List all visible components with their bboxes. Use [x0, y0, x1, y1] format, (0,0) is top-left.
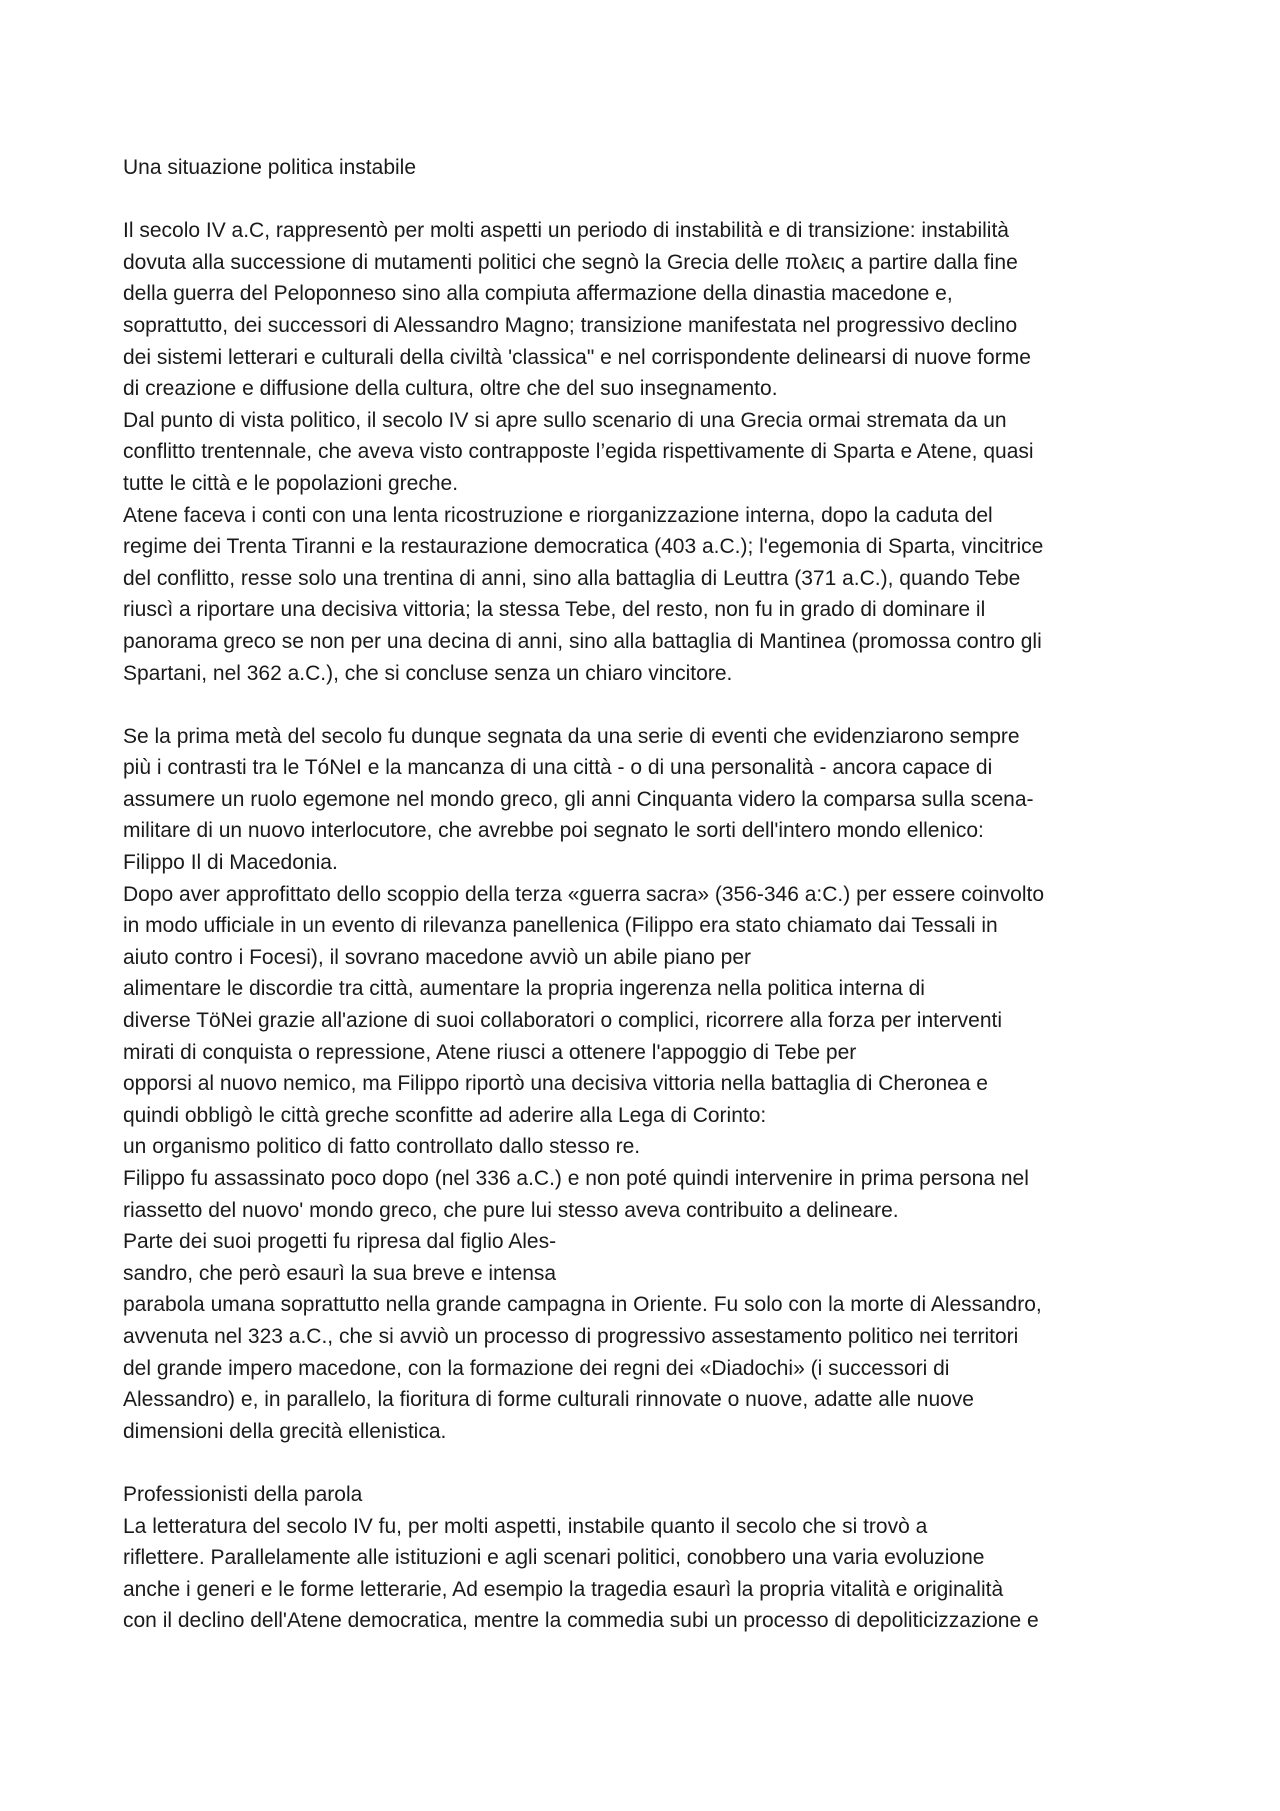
text-line: panorama greco se non per una decina di anni, sino alla battaglia di Mantinea (promossa contro gli [123, 629, 1042, 653]
text-line: aiuto contro i Focesi), il sovrano macedone avviò un abile piano per [123, 945, 752, 969]
text-line: conflitto trentennale, che aveva visto contrapposte l’egida rispettivamente di Sparta e Atene, quasi [123, 440, 1034, 464]
text-line: della guerra del Peloponneso sino alla compiuta affermazione della dinastia macedone e, [123, 282, 953, 306]
text-line: Dopo aver approfittato dello scoppio della terza «guerra sacra» (356-346 a:C.) per essere coinvolto [123, 882, 1045, 906]
text-line: dei sistemi letterari e culturali della civiltà 'classica" e nel corrispondente delinearsi di nuove forme [123, 345, 1031, 369]
blank-line [123, 184, 1163, 216]
text-line: Filippo Il di Macedonia. [123, 851, 338, 875]
text-line: anche i generi e le forme letterarie, Ad esempio la tragedia esaurì la propria vitalità e originalità [123, 1577, 1004, 1601]
text-line: in modo ufficiale in un evento di rilevanza panellenica (Filippo era stato chiamato dai Tessali in [123, 914, 998, 938]
text-line: parabola umana soprattutto nella grande campagna in Oriente. Fu solo con la morte di Alessandro, [123, 1293, 1042, 1317]
paragraph [123, 1511, 1163, 1637]
section-heading [123, 1479, 1163, 1511]
text-line: Se la prima metà del secolo fu dunque segnata da una serie di eventi che evidenziarono sempre [123, 724, 1020, 748]
text-line: riflettere. Parallelamente alle istituzioni e agli scenari politici, conobbero una varia evoluzione [123, 1546, 985, 1570]
paragraph [123, 405, 1163, 500]
text-line: regime dei Trenta Tiranni e la restaurazione democratica (403 a.C.); l'egemonia di Sparta, vincitrice [123, 535, 1044, 559]
text-line: Filippo fu assassinato poco dopo (nel 336 a.C.) e non poté quindi intervenire in prima persona nel [123, 1167, 1029, 1190]
text-line: con il declino dell'Atene democratica, mentre la commedia subi un processo di depoliticizzazione e [123, 1609, 1039, 1633]
text-line: Il secolo IV a.C, rappresentò per molti aspetti un periodo di instabilità e di transizione: instabilità [123, 219, 1009, 243]
paragraph [123, 879, 1163, 1163]
text-line: mirati di conquista o repressione, Atene riusci a ottenere l'appoggio di Tebe per [123, 1040, 857, 1064]
text-line: La letteratura del secolo IV fu, per molti aspetti, instabile quanto il secolo che si trovò a [123, 1514, 928, 1538]
text-line: riuscì a riportare una decisiva vittoria; la stessa Tebe, del resto, non fu in grado di dominare il [123, 598, 986, 622]
text-line: Professionisti della parola [123, 1482, 363, 1506]
text-line: diverse TöNei grazie all'azione di suoi collaboratori o complici, ricorrere alla forza per interventi [123, 1009, 1003, 1033]
section-heading [123, 152, 1163, 184]
text-line: avvenuta nel 323 a.C., che si avviò un processo di progressivo assestamento politico nei territori [123, 1324, 1019, 1348]
document-page [123, 152, 1163, 1637]
paragraph [123, 721, 1163, 879]
text-line: Spartani, nel 362 a.C.), che si concluse senza un chiaro vincitore. [123, 661, 733, 685]
text-line: di creazione e diffusione della cultura, oltre che del suo insegnamento. [123, 377, 778, 401]
paragraph [123, 1163, 1163, 1226]
text-line: soprattutto, dei successori di Alessandro Magno; transizione manifestata nel progressivo declino [123, 313, 1018, 337]
text-line: Parte dei suoi progetti fu ripresa dal figlio Ales- [123, 1230, 557, 1254]
paragraph [123, 500, 1163, 690]
text-line: tutte le città e le popolazioni greche. [123, 471, 459, 495]
blank-line [123, 1447, 1163, 1479]
paragraph [123, 1226, 1163, 1447]
text-line: opporsi al nuovo nemico, ma Filippo riportò una decisiva vittoria nella battaglia di Cheronea e [123, 1072, 988, 1096]
text-line: assumere un ruolo egemone nel mondo greco, gli anni Cinquanta videro la comparsa sulla scena- [123, 787, 1034, 811]
text-line: sandro, che però esaurì la sua breve e intensa [123, 1261, 557, 1285]
paragraph [123, 215, 1163, 405]
text-line: dimensioni della grecità ellenistica. [123, 1419, 447, 1443]
text-line: un organismo politico di fatto controllato dallo stesso re. [123, 1135, 641, 1159]
text-line: più i contrasti tra le TóNeI e la mancanza di una città - o di una personalità - ancora capace di [123, 756, 993, 780]
text-line: alimentare le discordie tra città, aumentare la propria ingerenza nella politica interna di [123, 977, 925, 1001]
text-line: militare di un nuovo interlocutore, che avrebbe poi segnato le sorti dell'intero mondo ellenico: [123, 819, 984, 843]
text-line: Alessandro) e, in parallelo, la fioritura di forme culturali rinnovate o nuove, adatte alle nuove [123, 1388, 974, 1412]
text-line: del grande impero macedone, con la formazione dei regni dei «Diadochi» (i successori di [123, 1356, 950, 1380]
text-line: riassetto del nuovo' mondo greco, che pure lui stesso aveva contribuito a delineare. [123, 1198, 899, 1222]
text-line: Dal punto di vista politico, il secolo IV si apre sullo scenario di una Grecia ormai stremata da un [123, 408, 1007, 432]
blank-line [123, 689, 1163, 721]
text-line: Atene faceva i conti con una lenta ricostruzione e riorganizzazione interna, dopo la caduta del [123, 503, 993, 527]
text-line: del conflitto, resse solo una trentina di anni, sino alla battaglia di Leuttra (371 a.C.), quando Tebe [123, 566, 1021, 590]
text-line: dovuta alla successione di mutamenti politici che segnò la Grecia delle πολεις a partire dalla fine [123, 250, 1018, 274]
text-line: quindi obbligò le città greche sconfitte ad aderire alla Lega di Corinto: [123, 1103, 767, 1127]
text-line: Una situazione politica instabile [123, 156, 417, 179]
